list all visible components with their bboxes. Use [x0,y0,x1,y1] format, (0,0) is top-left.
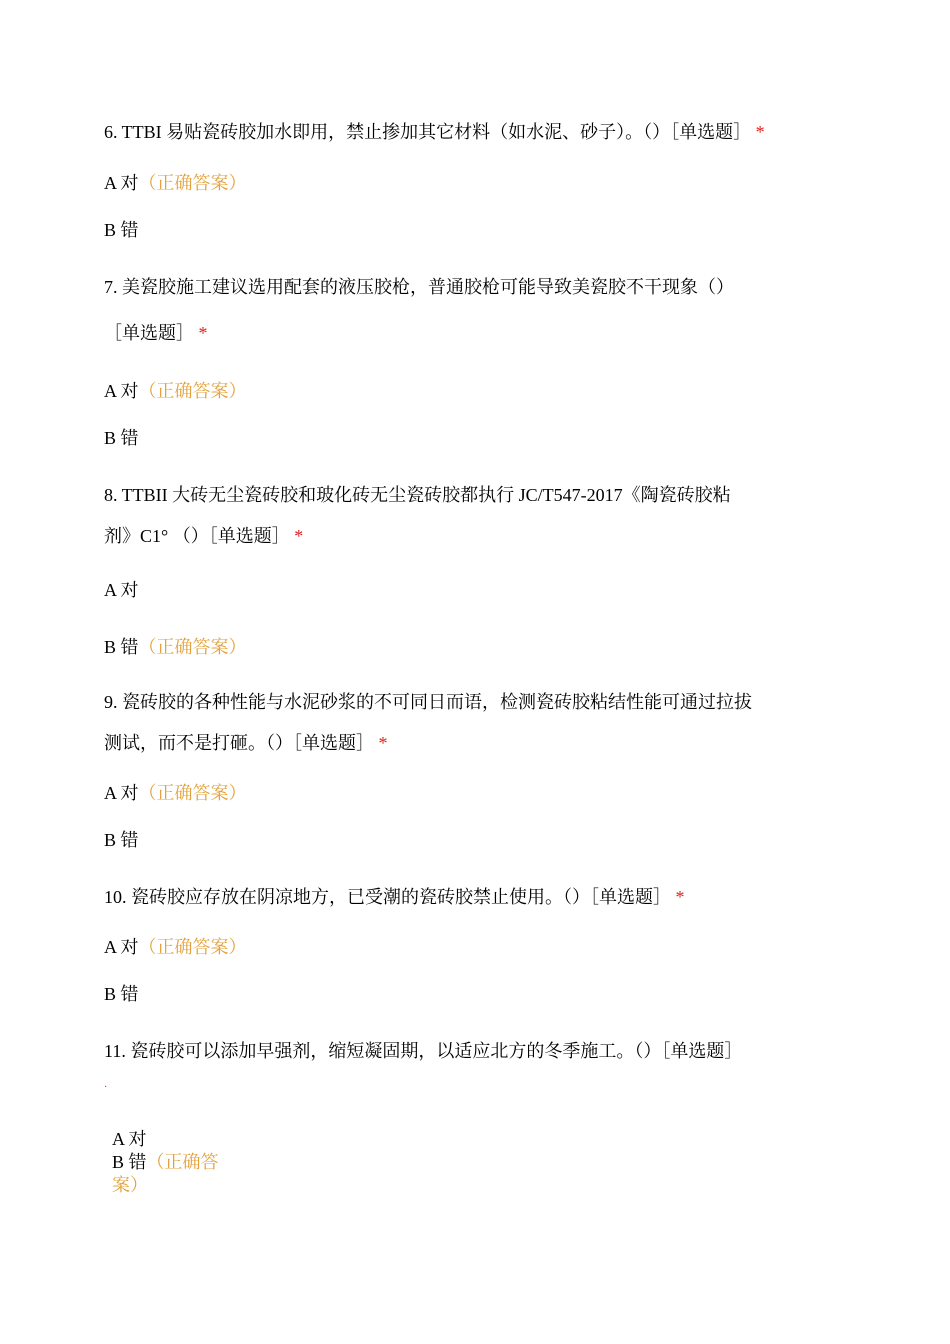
question-6 [104,120,765,144]
option-b-label: B 错 [104,220,139,240]
option-b-label: B 错 [104,428,139,448]
question-9-option-a[interactable] [104,781,247,805]
option-a-label: A 对 [104,173,139,193]
question-7-option-b[interactable] [104,426,139,450]
question-8-text: 8. TTBII 大砖无尘瓷砖胶和玻化砖无尘瓷砖胶都执行 JC/T547-2017《陶瓷砖胶粘 [104,485,731,505]
required-mark: * [198,323,208,343]
question-11-text: 11. 瓷砖胶可以添加早强剂，缩短凝固期，以适应北方的冬季施工。（）［单选题］ [104,1041,743,1061]
question-10-text: 10. 瓷砖胶应存放在阴凉地方，已受潮的瓷砖胶禁止使用。（）［单选题］ [104,887,671,907]
question-9-text: 9. 瓷砖胶的各种性能与水泥砂浆的不可同日而语，检测瓷砖胶粘结性能可通过拉拔 [104,692,752,712]
option-b-label: B 错 [112,1152,147,1172]
question-11 [104,1039,742,1063]
required-mark: * [675,887,685,907]
option-b-label: B 错 [104,637,139,657]
required-mark: * [294,526,304,546]
option-b-label: B 错 [104,830,139,850]
question-11-option-a[interactable] [112,1127,147,1151]
question-9-cont [104,731,388,755]
correct-answer-tag: （正确答案） [138,173,247,193]
question-10 [104,885,685,909]
question-6-option-b[interactable] [104,218,139,242]
option-b-label: B 错 [104,984,139,1004]
question-6-option-a[interactable] [104,171,247,195]
question-7-text-cont: ［单选题］ [104,323,194,343]
option-a-label: A 对 [104,937,139,957]
question-8-text-cont: 剂》C1° （）［单选题］ [104,526,290,546]
option-a-label: A 对 [112,1129,147,1149]
correct-answer-tag: （正确答案） [138,637,247,657]
option-a-label: A 对 [104,381,139,401]
correct-answer-tag: （正确答案） [138,783,247,803]
question-7-text: 7. 美瓷胶施工建议选用配套的液压胶枪，普通胶枪可能导致美瓷胶不干现象（） [104,277,734,297]
correct-answer-tag: （正确答案） [138,937,247,957]
option-a-label: A 对 [104,580,139,600]
question-7-option-a[interactable] [104,379,247,403]
correct-answer-tag: （正确答 [146,1152,219,1172]
required-mark: * [378,733,388,753]
question-8 [104,483,731,507]
required-mark-small: · [104,1082,108,1093]
question-9-text-cont: 测试，而不是打砸。（）［单选题］ [104,733,374,753]
question-9 [104,690,752,714]
question-7 [104,275,734,299]
question-6-text: 6. TTBI 易贴瓷砖胶加水即用，禁止掺加其它材料（如水泥、砂子）。（）［单选题］ [104,122,752,142]
question-8-option-b[interactable] [104,635,247,659]
correct-answer-tag-cont: 案） [112,1175,148,1195]
required-mark: * [755,122,765,142]
question-11-option-b[interactable] [112,1150,219,1174]
correct-answer-tag: （正确答案） [138,381,247,401]
question-10-option-b[interactable] [104,982,139,1006]
option-a-label: A 对 [104,783,139,803]
question-9-option-b[interactable] [104,828,139,852]
question-10-option-a[interactable] [104,935,247,959]
question-8-option-a[interactable] [104,578,139,602]
question-8-cont [104,524,303,548]
question-7-type [104,321,208,345]
